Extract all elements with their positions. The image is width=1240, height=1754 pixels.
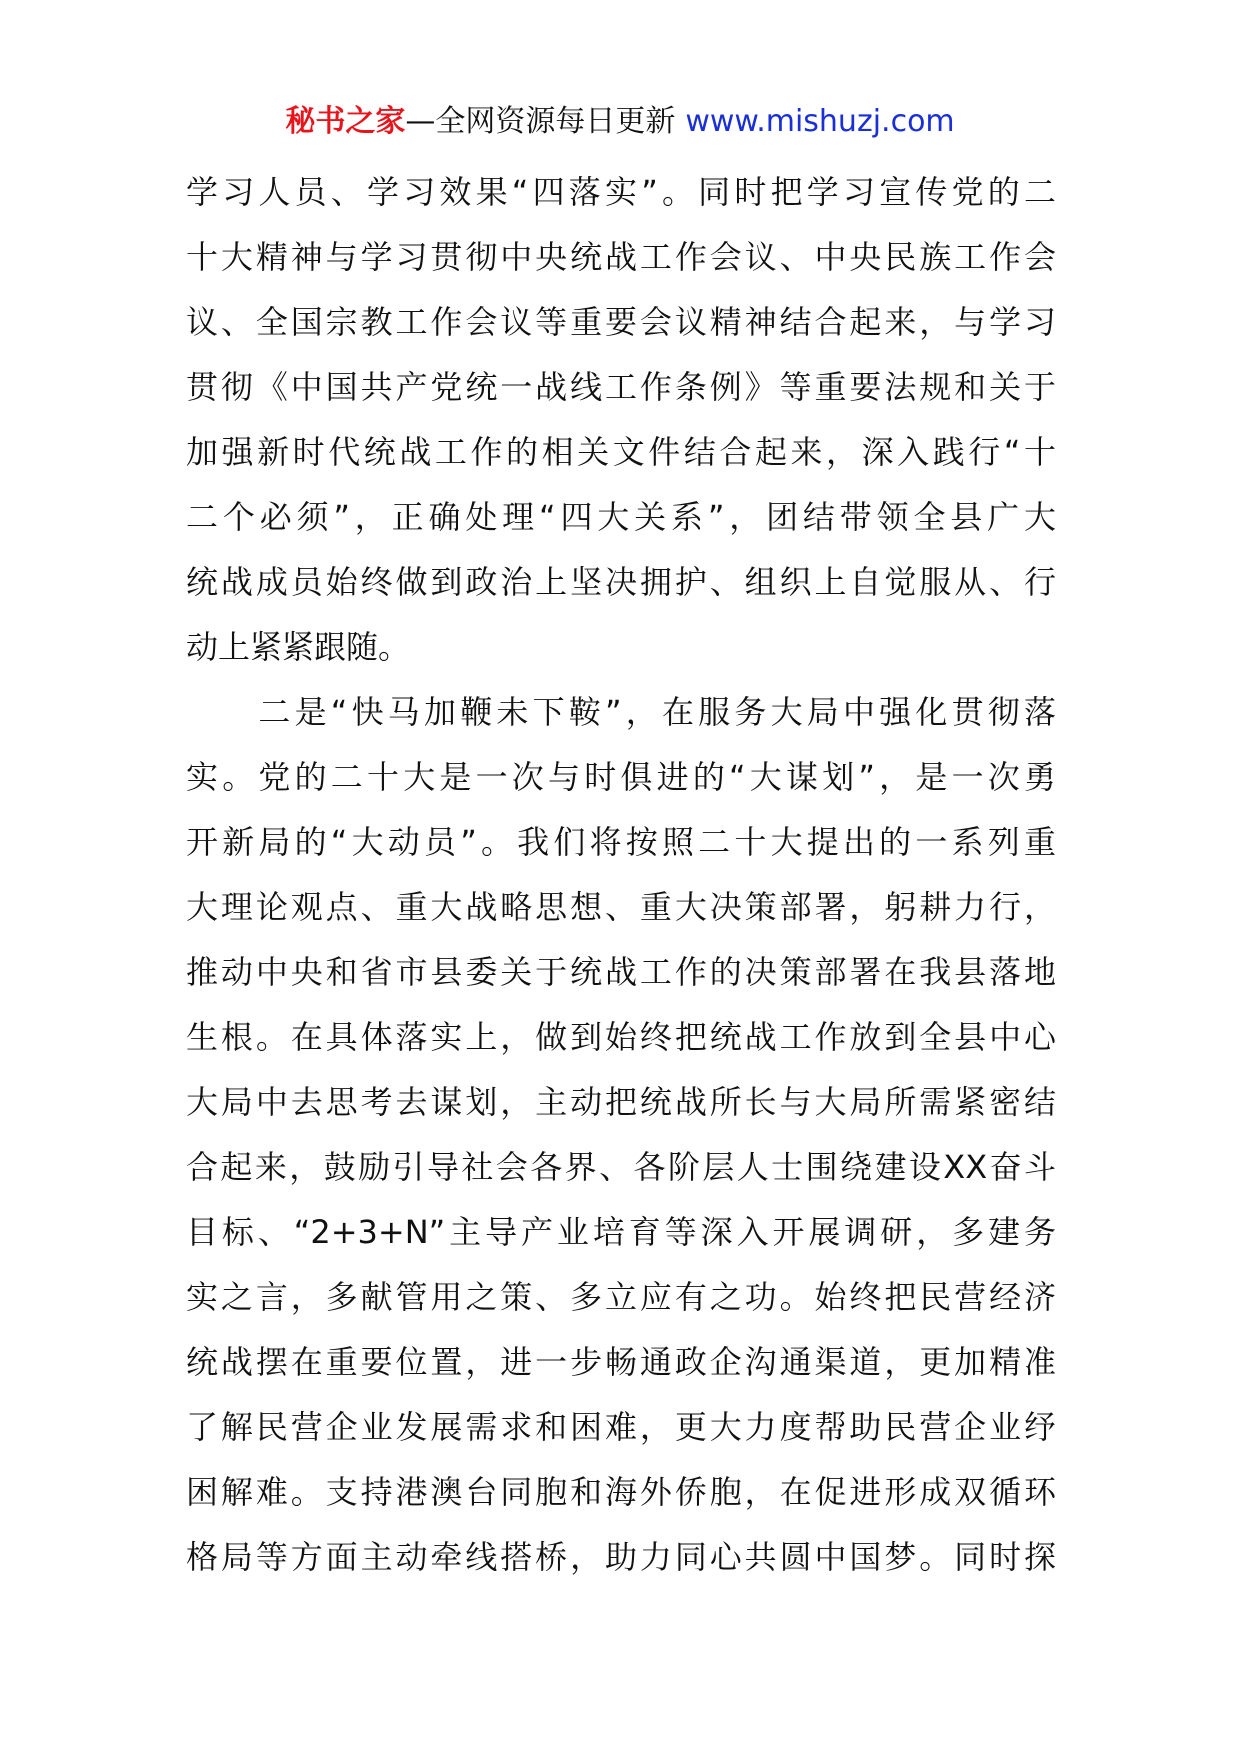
text-line: 生根。在具体落实上，做到始终把统战工作放到全县中心	[186, 1018, 1056, 1056]
text-line: 推动中央和省市县委关于统战工作的决策部署在我县落地	[186, 953, 1056, 991]
document-body	[186, 160, 1056, 1590]
paragraph-start-line: 二是“快马加鞭未下鞍”，在服务大局中强化贯彻落	[186, 693, 1056, 731]
text-line: 二个必须”，正确处理“四大关系”，团结带领全县广大	[186, 498, 1056, 536]
brand-name: 秘书之家	[285, 104, 406, 139]
text-line: 开新局的“大动员”。我们将按照二十大提出的一系列重	[186, 823, 1056, 861]
header-slogan: —全网资源每日更新	[405, 104, 676, 139]
site-url-link[interactable]: www.mishuzj.com	[685, 104, 955, 139]
text-line: 格局等方面主动牵线搭桥，助力同心共圆中国梦。同时探	[186, 1538, 1056, 1576]
text-line: 困解难。支持港澳台同胞和海外侨胞，在促进形成双循环	[186, 1473, 1056, 1511]
text-line: 议、全国宗教工作会议等重要会议精神结合起来，与学习	[186, 303, 1056, 341]
text-line: 大局中去思考去谋划，主动把统战所长与大局所需紧密结	[186, 1083, 1056, 1121]
text-line: 了解民营企业发展需求和困难，更大力度帮助民营企业纾	[186, 1408, 1056, 1446]
text-line: 实。党的二十大是一次与时俱进的“大谋划”，是一次勇	[186, 758, 1056, 796]
text-line: 大理论观点、重大战略思想、重大决策部署，躬耕力行，	[186, 888, 1056, 926]
text-line: 统战成员始终做到政治上坚决拥护、组织上自觉服从、行	[186, 563, 1056, 601]
text-line: 十大精神与学习贯彻中央统战工作会议、中央民族工作会	[186, 238, 1056, 276]
text-line: 学习人员、学习效果“四落实”。同时把学习宣传党的二	[186, 173, 1056, 211]
text-line: 实之言，多献管用之策、多立应有之功。始终把民营经济	[186, 1278, 1056, 1316]
text-line: 目标、“2+3+N”主导产业培育等深入开展调研，多建务	[186, 1213, 1056, 1251]
paragraph-end-line: 动上紧紧跟随。	[186, 628, 411, 666]
text-line: 加强新时代统战工作的相关文件结合起来，深入践行“十	[186, 433, 1056, 471]
text-line: 合起来，鼓励引导社会各界、各阶层人士围绕建设XX奋斗	[186, 1148, 1056, 1186]
text-line: 统战摆在重要位置，进一步畅通政企沟通渠道，更加精准	[186, 1343, 1056, 1381]
watermark-header	[0, 100, 1240, 144]
text-line: 贯彻《中国共产党统一战线工作条例》等重要法规和关于	[186, 368, 1056, 406]
